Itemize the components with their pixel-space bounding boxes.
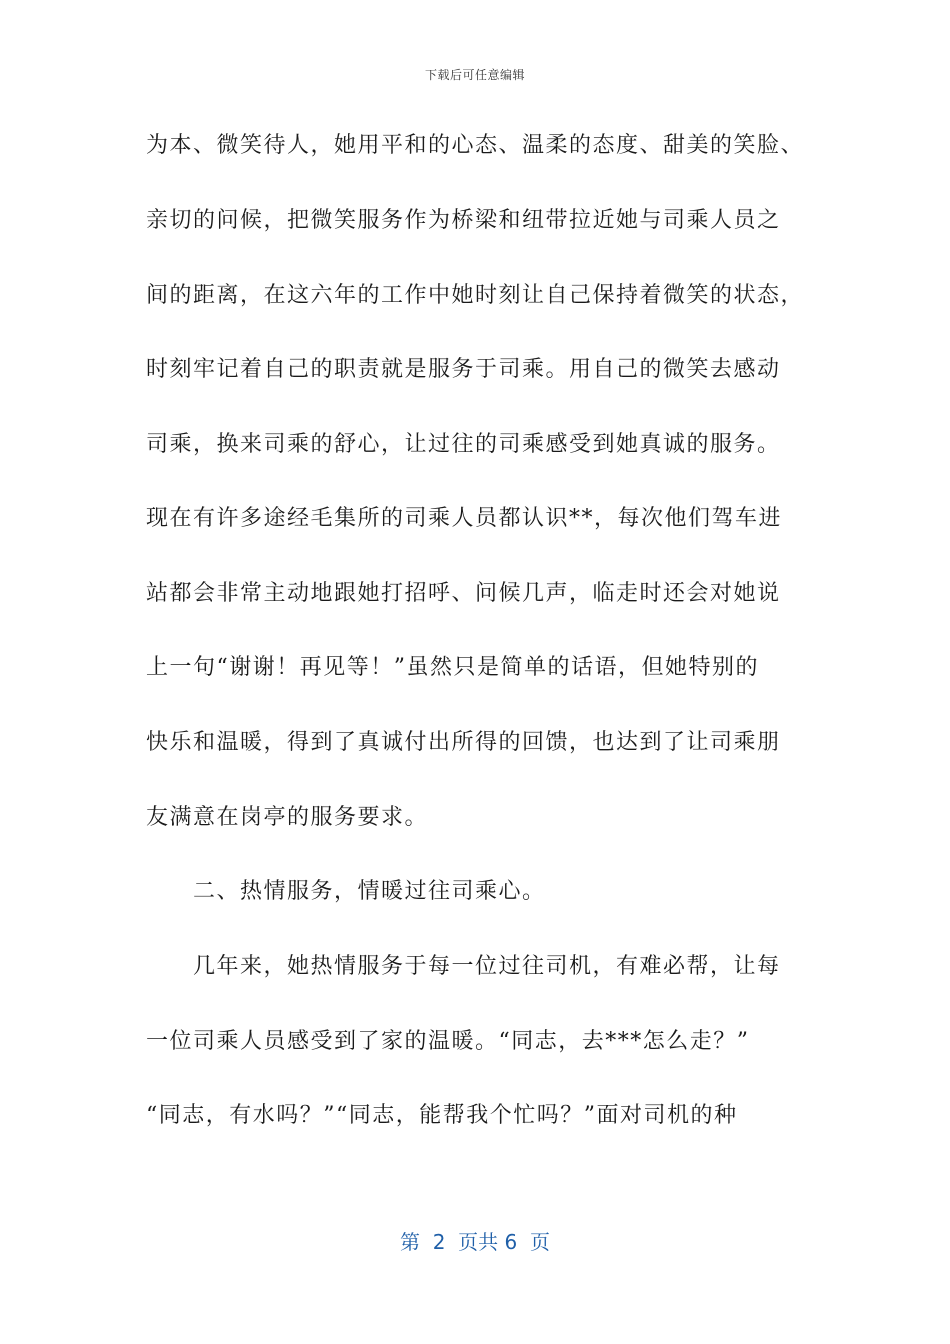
download-note: 下载后可任意编辑 [424, 68, 525, 82]
text-line: 亲切的问候，把微笑服务作为桥梁和纽带拉近她与司乘人员之 [146, 208, 781, 233]
text-line: 时刻牢记着自己的职责就是服务于司乘。用自己的微笑去感动 [146, 357, 781, 382]
text-line: 为本、微笑待人，她用平和的心态、温柔的态度、甜美的笑脸、 [146, 133, 805, 158]
section-heading: 二、热情服务，情暖过往司乘心。 [146, 879, 546, 904]
text-line: 司乘，换来司乘的舒心，让过往的司乘感受到她真诚的服务。 [146, 432, 781, 457]
text-line: 几年来，她热情服务于每一位过往司机，有难必帮，让每 [146, 954, 781, 979]
text-line: 友满意在岗亭的服务要求。 [146, 805, 429, 830]
text-line: 站都会非常主动地跟她打招呼、问候几声，临走时还会对她说 [146, 581, 781, 606]
text-line: 上一句“谢谢！再见等！”虽然只是简单的话语，但她特别的 [146, 655, 759, 680]
text-line: “同志，有水吗？”“同志，能帮我个忙吗？”面对司机的种 [146, 1103, 738, 1128]
text-line: 一位司乘人员感受到了家的温暖。“同志，去***怎么走？” [146, 1029, 750, 1054]
text-line: 快乐和温暖，得到了真诚付出所得的回馈，也达到了让司乘朋 [146, 730, 781, 755]
text-line: 现在有许多途经毛集所的司乘人员都认识**，每次他们驾车进 [146, 506, 783, 531]
text-line: 间的距离，在这六年的工作中她时刻让自己保持着微笑的状态， [146, 283, 805, 308]
page-number: 第 2 页共 6 页 [400, 1230, 550, 1254]
